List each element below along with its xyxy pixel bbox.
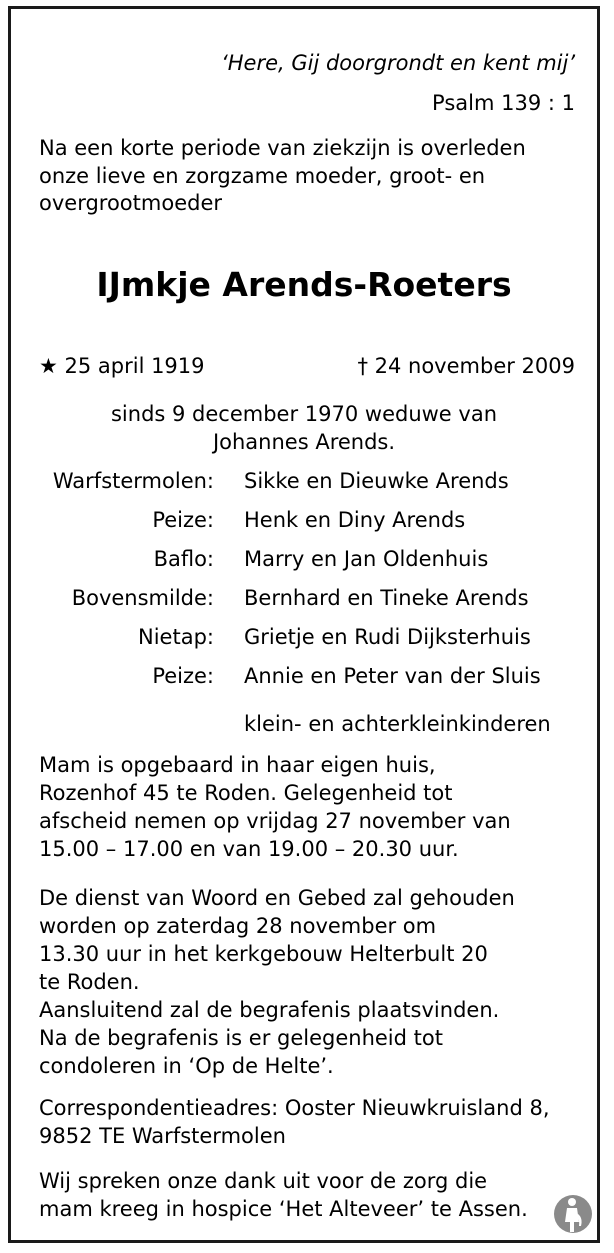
obituary-card xyxy=(8,6,600,1243)
thanks-paragraph xyxy=(39,1167,599,1223)
family-place: Nietap: xyxy=(138,625,214,649)
family-names: Bernhard en Tineke Arends xyxy=(244,586,529,610)
paragraph-line: Correspondentieadres: Ooster Nieuwkruisland 8, xyxy=(39,1096,550,1120)
family-names: Henk en Diny Arends xyxy=(244,508,466,532)
family-place: Bovensmilde: xyxy=(71,586,214,610)
mourning-figure-icon xyxy=(553,1192,593,1238)
paragraph-line: Wij spreken onze dank uit voor de zorg die xyxy=(39,1169,488,1193)
widow-line-1: sinds 9 december 1970 weduwe van xyxy=(110,402,498,426)
family-row xyxy=(11,469,597,508)
paragraph-line: worden op zaterdag 28 november om xyxy=(39,914,437,938)
family-place: Warfstermolen: xyxy=(52,469,214,493)
paragraph-line: Rozenhof 45 te Roden. Gelegenheid tot xyxy=(39,781,453,805)
psalm-reference: Psalm 139 : 1 xyxy=(432,91,575,115)
paragraph-line: Aansluitend zal de begrafenis plaatsvinden. xyxy=(39,998,500,1022)
correspondence-paragraph xyxy=(39,1094,599,1150)
paragraph-line: De dienst van Woord en Gebed zal gehouden xyxy=(39,886,515,910)
paragraph-line: condoleren in ‘Op de Helte’. xyxy=(39,1054,334,1078)
family-list xyxy=(11,469,597,703)
family-names: Sikke en Dieuwke Arends xyxy=(244,469,509,493)
paragraph-line: afscheid nemen op vrijdag 27 november van xyxy=(39,809,511,833)
family-place: Baflo: xyxy=(153,547,214,571)
family-names: Grietje en Rudi Dijksterhuis xyxy=(244,625,531,649)
grandchildren-line: klein- en achterkleinkinderen xyxy=(244,712,551,736)
family-row xyxy=(11,508,597,547)
viewing-paragraph xyxy=(39,751,599,863)
deceased-name: IJmkje Arends-Roeters xyxy=(96,265,512,304)
paragraph-line: 13.30 uur in het kerkgebouw Helterbult 20 xyxy=(39,942,488,966)
family-row xyxy=(11,664,597,703)
birth-date: ★ 25 april 1919 xyxy=(39,354,205,378)
paragraph-line: Na de begrafenis is er gelegenheid tot xyxy=(39,1026,443,1050)
paragraph-line: 15.00 – 17.00 en van 19.00 – 20.30 uur. xyxy=(39,837,459,861)
family-row xyxy=(11,547,597,586)
paragraph-line: mam kreeg in hospice ‘Het Alteveer’ te Assen. xyxy=(39,1197,528,1221)
family-place: Peize: xyxy=(152,664,214,688)
family-place: Peize: xyxy=(152,508,214,532)
family-row xyxy=(11,625,597,664)
service-paragraph xyxy=(39,884,599,1080)
widow-note xyxy=(11,401,597,456)
psalm-quote: ‘Here, Gij doorgrondt en kent mij’ xyxy=(221,51,575,75)
family-names: Marry en Jan Oldenhuis xyxy=(244,547,489,571)
paragraph-line: te Roden. xyxy=(39,970,140,994)
intro-text: Na een korte periode van ziekzijn is overleden onze lieve en zorgzame moeder, groot- en overgrootmoeder xyxy=(39,136,526,215)
widow-line-2: Johannes Arends. xyxy=(212,429,396,454)
paragraph-line: Mam is opgebaard in haar eigen huis, xyxy=(39,753,436,777)
family-row xyxy=(11,586,597,625)
paragraph-line: 9852 TE Warfstermolen xyxy=(39,1124,286,1148)
family-names: Annie en Peter van der Sluis xyxy=(244,664,541,688)
death-date: † 24 november 2009 xyxy=(357,354,575,378)
